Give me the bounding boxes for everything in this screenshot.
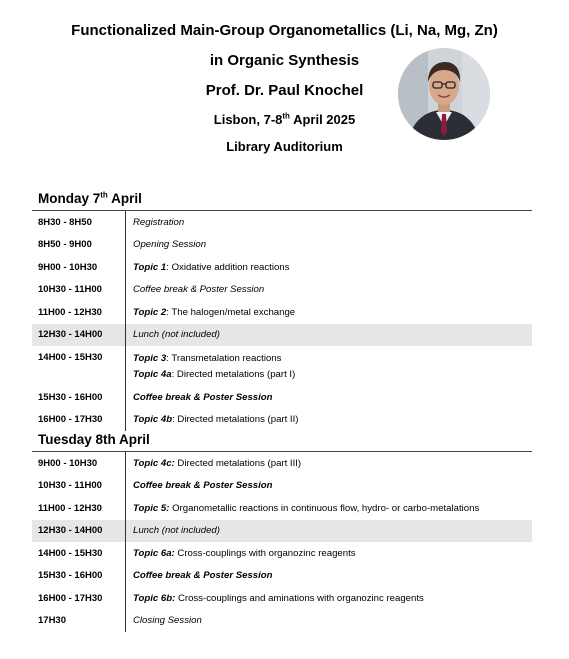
event-title: Functionalized Main-Group Organometallics (Li, Na, Mg, Zn) (71, 22, 498, 39)
session-description (126, 262, 532, 273)
session-label: Coffee break & Poster Session (133, 570, 273, 582)
portrait-photo-icon (398, 48, 490, 140)
time-slot: 14H00 - 15H30 (38, 547, 103, 559)
session-description (126, 458, 532, 469)
day2-schedule (32, 452, 532, 632)
time-slot: 10H30 - 11H00 (38, 480, 102, 492)
schedule-row (32, 346, 532, 386)
session-description (126, 548, 532, 559)
topic-label: Topic 4b (133, 414, 173, 426)
time-slot: 9H00 - 10H30 (38, 261, 98, 273)
schedule-row (32, 565, 532, 588)
time-slot: 16H00 - 17H30 (38, 592, 103, 604)
session-description (126, 353, 532, 380)
schedule-row (32, 211, 532, 234)
session-text: : Directed metalations (part I) (171, 368, 296, 380)
schedule-row (32, 610, 532, 633)
session-label: Coffee break & Poster Session (133, 391, 273, 403)
session-text: Closing Session (133, 615, 202, 627)
time-slot: 14H00 - 15H30 (38, 352, 103, 363)
topic-label: Topic 3 (133, 352, 167, 364)
time-slot: 10H30 - 11H00 (38, 284, 102, 296)
schedule-row (32, 256, 532, 279)
schedule-row (32, 279, 532, 302)
time-slot: 8H30 - 8H50 (38, 216, 92, 228)
session-text: : Directed metalations (part II) (172, 414, 299, 426)
session-label: Coffee break & Poster Session (133, 480, 273, 492)
speaker-name: Prof. Dr. Paul Knochel (205, 82, 364, 99)
topic-label: Topic 1 (133, 261, 167, 273)
speaker-portrait-photo (398, 48, 490, 140)
session-text: : The halogen/metal exchange (166, 306, 296, 318)
time-slot: 8H50 - 9H00 (38, 239, 92, 251)
time-slot: 15H30 - 16H00 (38, 391, 103, 403)
day2-title: Tuesday 8th April (38, 432, 150, 447)
session-text: Organometallic reactions in continuous flow, hydro- or carbo-metalations (169, 502, 480, 514)
topic-label: Topic 2 (133, 306, 167, 318)
event-subtitle: in Organic Synthesis (209, 52, 360, 69)
session-text: Coffee break & Poster Session (133, 284, 265, 296)
schedule-row (32, 386, 532, 409)
topic-label: Topic 4a (133, 368, 172, 380)
schedule-row (32, 475, 532, 498)
session-line (133, 369, 532, 380)
schedule-row (32, 409, 532, 432)
day1-title-prefix: Monday 7 (38, 191, 101, 206)
session-text: Cross-couplings and aminations with organozinc reagents (175, 592, 424, 604)
session-description (126, 503, 532, 514)
topic-label: Topic 4c: (133, 457, 175, 469)
location-date-sup: th (282, 111, 290, 121)
topic-label: Topic 5: (133, 502, 170, 514)
time-slot: 15H30 - 16H00 (38, 570, 103, 582)
session-text: Lunch (not included) (133, 525, 220, 537)
session-text: Opening Session (133, 239, 207, 251)
topic-label: Topic 6a: (133, 547, 175, 559)
schedule-row (32, 301, 532, 324)
schedule-row-lunch (32, 520, 532, 543)
time-slot: 12H30 - 14H00 (38, 329, 103, 341)
schedule-row (32, 452, 532, 475)
day1-schedule (32, 211, 532, 431)
schedule-row (32, 542, 532, 565)
session-line (133, 353, 532, 364)
day1-title (38, 191, 142, 206)
time-slot: 12H30 - 14H00 (38, 525, 103, 537)
schedule-row-lunch (32, 324, 532, 347)
schedule-row (32, 497, 532, 520)
session-text: : Oxidative addition reactions (166, 261, 290, 273)
session-text: : Transmetalation reactions (166, 352, 282, 364)
time-slot: 11H00 - 12H30 (38, 502, 102, 514)
session-description (126, 307, 532, 318)
time-slot: 9H00 - 10H30 (38, 457, 98, 469)
day1-title-sup: th (100, 190, 108, 200)
session-description (126, 593, 532, 604)
time-slot: 16H00 - 17H30 (38, 414, 103, 426)
time-slot: 17H30 (38, 615, 66, 627)
location-date-suffix: April 2025 (289, 112, 356, 127)
session-text: Lunch (not included) (133, 329, 220, 341)
location-date-prefix: Lisbon, 7-8 (213, 112, 283, 127)
session-text: Directed metalations (part III) (174, 457, 302, 469)
session-description (126, 414, 532, 425)
session-text: Registration (133, 216, 185, 228)
schedule-row (32, 234, 532, 257)
day1-title-suffix: April (107, 191, 142, 206)
session-text: Cross-couplings with organozinc reagents (174, 547, 356, 559)
schedule-row (32, 587, 532, 610)
time-slot: 11H00 - 12H30 (38, 306, 102, 318)
venue: Library Auditorium (226, 139, 343, 154)
topic-label: Topic 6b: (133, 592, 176, 604)
